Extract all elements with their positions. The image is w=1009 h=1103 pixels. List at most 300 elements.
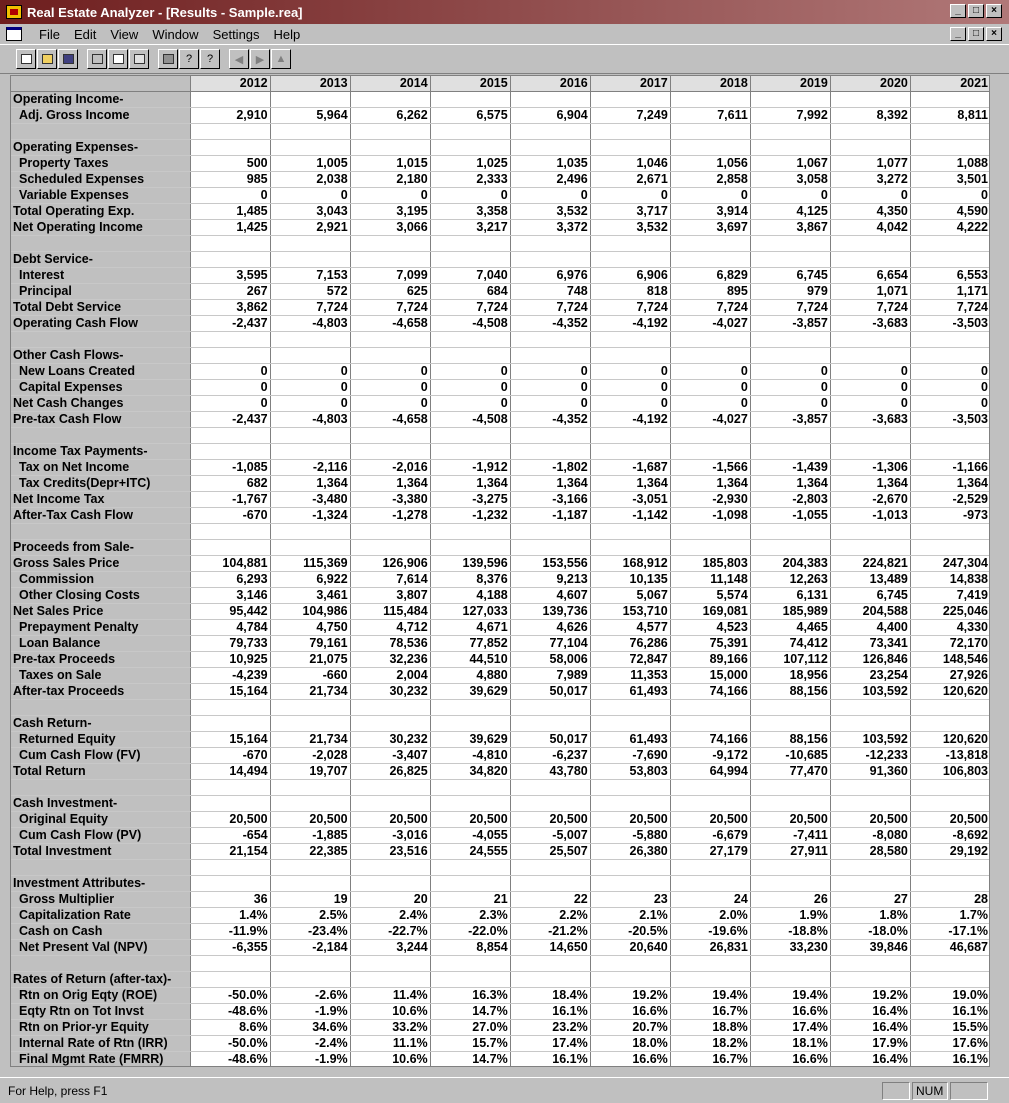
value-cell[interactable]: 8,376	[430, 572, 510, 588]
value-cell[interactable]: 1,364	[590, 476, 670, 492]
value-cell[interactable]: 16.6%	[750, 1052, 830, 1068]
value-cell[interactable]	[670, 860, 750, 876]
save-icon[interactable]	[58, 49, 78, 69]
value-cell[interactable]	[590, 700, 670, 716]
value-cell[interactable]: 13,489	[830, 572, 910, 588]
value-cell[interactable]: -1,232	[430, 508, 510, 524]
value-cell[interactable]: -1.9%	[270, 1004, 350, 1020]
value-cell[interactable]	[430, 796, 510, 812]
value-cell[interactable]: -2,116	[270, 460, 350, 476]
menu-edit[interactable]: Edit	[73, 26, 97, 42]
value-cell[interactable]	[350, 716, 430, 732]
value-cell[interactable]	[910, 796, 990, 812]
value-cell[interactable]: 14.7%	[430, 1004, 510, 1020]
value-cell[interactable]	[350, 252, 430, 268]
value-cell[interactable]: 225,046	[910, 604, 990, 620]
value-cell[interactable]: 15.7%	[430, 1036, 510, 1052]
value-cell[interactable]: 4,880	[430, 668, 510, 684]
value-cell[interactable]	[350, 972, 430, 988]
value-cell[interactable]: 1.7%	[910, 908, 990, 924]
value-cell[interactable]: 7,724	[750, 300, 830, 316]
value-cell[interactable]: 4,577	[590, 620, 670, 636]
value-cell[interactable]	[510, 92, 590, 108]
value-cell[interactable]	[910, 780, 990, 796]
value-cell[interactable]: -4,658	[350, 412, 430, 428]
value-cell[interactable]: 267	[190, 284, 270, 300]
value-cell[interactable]	[590, 796, 670, 812]
value-cell[interactable]: 0	[190, 188, 270, 204]
value-cell[interactable]: 500	[190, 156, 270, 172]
value-cell[interactable]	[190, 444, 270, 460]
value-cell[interactable]: -1,098	[670, 508, 750, 524]
value-cell[interactable]: -12,233	[830, 748, 910, 764]
value-cell[interactable]: 6,654	[830, 268, 910, 284]
value-cell[interactable]: 126,906	[350, 556, 430, 572]
value-cell[interactable]	[430, 124, 510, 140]
value-cell[interactable]: 0	[670, 380, 750, 396]
value-cell[interactable]	[270, 92, 350, 108]
value-cell[interactable]: 30,232	[350, 684, 430, 700]
value-cell[interactable]	[590, 956, 670, 972]
value-cell[interactable]	[510, 428, 590, 444]
value-cell[interactable]: -20.5%	[590, 924, 670, 940]
value-cell[interactable]: 0	[430, 364, 510, 380]
value-cell[interactable]	[430, 332, 510, 348]
value-cell[interactable]: 10.6%	[350, 1052, 430, 1068]
value-cell[interactable]: -4,055	[430, 828, 510, 844]
value-cell[interactable]: 6,553	[910, 268, 990, 284]
value-cell[interactable]: 25,507	[510, 844, 590, 860]
value-cell[interactable]: 20,500	[590, 812, 670, 828]
value-cell[interactable]: 21,075	[270, 652, 350, 668]
value-cell[interactable]	[430, 252, 510, 268]
value-cell[interactable]: 3,532	[590, 220, 670, 236]
value-cell[interactable]	[510, 124, 590, 140]
value-cell[interactable]	[190, 252, 270, 268]
value-cell[interactable]: 3,595	[190, 268, 270, 284]
value-cell[interactable]: 2.4%	[350, 908, 430, 924]
value-cell[interactable]: 0	[910, 396, 990, 412]
value-cell[interactable]	[750, 524, 830, 540]
value-cell[interactable]: 64,994	[670, 764, 750, 780]
value-cell[interactable]	[910, 252, 990, 268]
value-cell[interactable]	[270, 444, 350, 460]
value-cell[interactable]: 74,166	[670, 684, 750, 700]
value-cell[interactable]: 6,904	[510, 108, 590, 124]
value-cell[interactable]	[270, 540, 350, 556]
open-icon[interactable]	[37, 49, 57, 69]
value-cell[interactable]	[510, 700, 590, 716]
value-cell[interactable]: 204,383	[750, 556, 830, 572]
value-cell[interactable]: 0	[190, 364, 270, 380]
value-cell[interactable]	[190, 716, 270, 732]
value-cell[interactable]: 0	[830, 396, 910, 412]
value-cell[interactable]: 27,179	[670, 844, 750, 860]
value-cell[interactable]: 3,358	[430, 204, 510, 220]
value-cell[interactable]: 74,412	[750, 636, 830, 652]
value-cell[interactable]: 11.4%	[350, 988, 430, 1004]
value-cell[interactable]: 3,066	[350, 220, 430, 236]
value-cell[interactable]: 4,042	[830, 220, 910, 236]
value-cell[interactable]: 10.6%	[350, 1004, 430, 1020]
value-cell[interactable]	[350, 780, 430, 796]
value-cell[interactable]	[830, 348, 910, 364]
value-cell[interactable]: 43,780	[510, 764, 590, 780]
value-cell[interactable]: 2.5%	[270, 908, 350, 924]
value-cell[interactable]: 24	[670, 892, 750, 908]
value-cell[interactable]: 2,671	[590, 172, 670, 188]
value-cell[interactable]: 103,592	[830, 732, 910, 748]
value-cell[interactable]: 4,784	[190, 620, 270, 636]
value-cell[interactable]	[190, 780, 270, 796]
value-cell[interactable]	[430, 444, 510, 460]
value-cell[interactable]	[590, 348, 670, 364]
doc-close-button[interactable]: ×	[986, 27, 1002, 41]
value-cell[interactable]: 4,222	[910, 220, 990, 236]
value-cell[interactable]: 1.9%	[750, 908, 830, 924]
value-cell[interactable]	[670, 700, 750, 716]
value-cell[interactable]: 50,017	[510, 684, 590, 700]
value-cell[interactable]	[510, 716, 590, 732]
value-cell[interactable]: -670	[190, 508, 270, 524]
value-cell[interactable]: 748	[510, 284, 590, 300]
value-cell[interactable]	[590, 876, 670, 892]
value-cell[interactable]: -7,411	[750, 828, 830, 844]
cut-icon[interactable]	[87, 49, 107, 69]
value-cell[interactable]: 50,017	[510, 732, 590, 748]
value-cell[interactable]: 1,077	[830, 156, 910, 172]
value-cell[interactable]: 27	[830, 892, 910, 908]
value-cell[interactable]: 18.2%	[670, 1036, 750, 1052]
value-cell[interactable]	[590, 524, 670, 540]
value-cell[interactable]	[430, 92, 510, 108]
value-cell[interactable]	[590, 860, 670, 876]
value-cell[interactable]	[750, 236, 830, 252]
value-cell[interactable]: 3,461	[270, 588, 350, 604]
menu-help[interactable]: Help	[273, 26, 301, 42]
value-cell[interactable]: 88,156	[750, 732, 830, 748]
value-cell[interactable]	[350, 444, 430, 460]
value-cell[interactable]: -4,192	[590, 316, 670, 332]
value-cell[interactable]: 1.8%	[830, 908, 910, 924]
value-cell[interactable]: 16.1%	[910, 1004, 990, 1020]
value-cell[interactable]: 4,523	[670, 620, 750, 636]
value-cell[interactable]: 0	[750, 380, 830, 396]
value-cell[interactable]	[430, 860, 510, 876]
value-cell[interactable]: -1,767	[190, 492, 270, 508]
value-cell[interactable]: 7,099	[350, 268, 430, 284]
value-cell[interactable]	[830, 444, 910, 460]
value-cell[interactable]	[830, 428, 910, 444]
value-cell[interactable]: 5,574	[670, 588, 750, 604]
value-cell[interactable]	[270, 428, 350, 444]
print-icon[interactable]	[158, 49, 178, 69]
doc-minimize-button[interactable]: _	[950, 27, 966, 41]
value-cell[interactable]: 15,164	[190, 732, 270, 748]
value-cell[interactable]: 0	[270, 364, 350, 380]
value-cell[interactable]: 6,906	[590, 268, 670, 284]
value-cell[interactable]	[590, 540, 670, 556]
value-cell[interactable]: -1,885	[270, 828, 350, 844]
value-cell[interactable]	[830, 972, 910, 988]
value-cell[interactable]: 19.0%	[910, 988, 990, 1004]
value-cell[interactable]: 6,131	[750, 588, 830, 604]
value-cell[interactable]	[350, 428, 430, 444]
value-cell[interactable]	[910, 540, 990, 556]
value-cell[interactable]: -50.0%	[190, 1036, 270, 1052]
value-cell[interactable]: -6,355	[190, 940, 270, 956]
results-grid[interactable]	[10, 75, 990, 1067]
value-cell[interactable]: 0	[350, 188, 430, 204]
value-cell[interactable]	[830, 524, 910, 540]
value-cell[interactable]: -3,503	[910, 412, 990, 428]
value-cell[interactable]	[670, 876, 750, 892]
value-cell[interactable]	[270, 876, 350, 892]
up-arrow-icon[interactable]: ▲	[271, 49, 291, 69]
value-cell[interactable]	[750, 972, 830, 988]
value-cell[interactable]: 0	[350, 364, 430, 380]
value-cell[interactable]	[750, 92, 830, 108]
value-cell[interactable]: -2,437	[190, 316, 270, 332]
value-cell[interactable]: 4,125	[750, 204, 830, 220]
value-cell[interactable]	[510, 972, 590, 988]
value-cell[interactable]	[190, 972, 270, 988]
value-cell[interactable]	[190, 876, 270, 892]
value-cell[interactable]	[910, 348, 990, 364]
value-cell[interactable]: 0	[670, 364, 750, 380]
value-cell[interactable]: 20,500	[350, 812, 430, 828]
value-cell[interactable]: -2,930	[670, 492, 750, 508]
value-cell[interactable]	[190, 332, 270, 348]
value-cell[interactable]	[590, 716, 670, 732]
value-cell[interactable]: 78,536	[350, 636, 430, 652]
value-cell[interactable]	[910, 876, 990, 892]
value-cell[interactable]: 106,803	[910, 764, 990, 780]
value-cell[interactable]: 104,881	[190, 556, 270, 572]
document-icon[interactable]	[6, 27, 22, 41]
prev-arrow-icon[interactable]: ◀	[229, 49, 249, 69]
value-cell[interactable]: 17.4%	[750, 1020, 830, 1036]
value-cell[interactable]	[430, 972, 510, 988]
value-cell[interactable]: 6,745	[830, 588, 910, 604]
value-cell[interactable]: -19.6%	[670, 924, 750, 940]
value-cell[interactable]: 7,724	[270, 300, 350, 316]
value-cell[interactable]: 0	[270, 396, 350, 412]
value-cell[interactable]	[670, 716, 750, 732]
value-cell[interactable]: 2.1%	[590, 908, 670, 924]
close-button[interactable]: ×	[986, 4, 1002, 18]
menu-settings[interactable]: Settings	[212, 26, 260, 42]
value-cell[interactable]: 0	[830, 188, 910, 204]
value-cell[interactable]: 8,854	[430, 940, 510, 956]
value-cell[interactable]	[830, 956, 910, 972]
value-cell[interactable]: -11.9%	[190, 924, 270, 940]
value-cell[interactable]: 1,035	[510, 156, 590, 172]
value-cell[interactable]	[910, 124, 990, 140]
value-cell[interactable]: 120,620	[910, 732, 990, 748]
value-cell[interactable]	[510, 332, 590, 348]
value-cell[interactable]: 153,710	[590, 604, 670, 620]
value-cell[interactable]: -4,508	[430, 316, 510, 332]
value-cell[interactable]: 6,976	[510, 268, 590, 284]
value-cell[interactable]: 4,671	[430, 620, 510, 636]
value-cell[interactable]	[910, 332, 990, 348]
value-cell[interactable]: 20,500	[270, 812, 350, 828]
value-cell[interactable]: 3,501	[910, 172, 990, 188]
value-cell[interactable]: 33,230	[750, 940, 830, 956]
paste-icon[interactable]	[129, 49, 149, 69]
value-cell[interactable]: 16.4%	[830, 1020, 910, 1036]
value-cell[interactable]: 1,088	[910, 156, 990, 172]
value-cell[interactable]: 7,249	[590, 108, 670, 124]
value-cell[interactable]: 1,056	[670, 156, 750, 172]
value-cell[interactable]: -4,803	[270, 412, 350, 428]
value-cell[interactable]: 1,364	[270, 476, 350, 492]
value-cell[interactable]: -3,857	[750, 412, 830, 428]
value-cell[interactable]	[750, 332, 830, 348]
value-cell[interactable]: 36	[190, 892, 270, 908]
value-cell[interactable]	[910, 700, 990, 716]
value-cell[interactable]: 79,733	[190, 636, 270, 652]
value-cell[interactable]: 185,989	[750, 604, 830, 620]
value-cell[interactable]: 23	[590, 892, 670, 908]
value-cell[interactable]	[510, 956, 590, 972]
value-cell[interactable]: 91,360	[830, 764, 910, 780]
value-cell[interactable]: -7,690	[590, 748, 670, 764]
year-header[interactable]: 2017	[590, 76, 670, 92]
value-cell[interactable]	[830, 860, 910, 876]
value-cell[interactable]: -2.4%	[270, 1036, 350, 1052]
value-cell[interactable]: 1,171	[910, 284, 990, 300]
value-cell[interactable]: 0	[590, 364, 670, 380]
value-cell[interactable]: 17.6%	[910, 1036, 990, 1052]
value-cell[interactable]: 20,500	[430, 812, 510, 828]
value-cell[interactable]: -9,172	[670, 748, 750, 764]
value-cell[interactable]: 126,846	[830, 652, 910, 668]
value-cell[interactable]: 26,831	[670, 940, 750, 956]
value-cell[interactable]: 10,135	[590, 572, 670, 588]
value-cell[interactable]: 10,925	[190, 652, 270, 668]
value-cell[interactable]: -2,016	[350, 460, 430, 476]
value-cell[interactable]	[270, 716, 350, 732]
value-cell[interactable]: 16.1%	[510, 1052, 590, 1068]
value-cell[interactable]	[270, 860, 350, 876]
value-cell[interactable]: 247,304	[910, 556, 990, 572]
value-cell[interactable]: -22.0%	[430, 924, 510, 940]
value-cell[interactable]: 4,712	[350, 620, 430, 636]
value-cell[interactable]: 20,500	[830, 812, 910, 828]
value-cell[interactable]	[430, 876, 510, 892]
value-cell[interactable]: -21.2%	[510, 924, 590, 940]
value-cell[interactable]	[270, 956, 350, 972]
value-cell[interactable]	[510, 780, 590, 796]
value-cell[interactable]: -5,007	[510, 828, 590, 844]
value-cell[interactable]: 46,687	[910, 940, 990, 956]
value-cell[interactable]: 16.4%	[830, 1052, 910, 1068]
value-cell[interactable]	[350, 332, 430, 348]
value-cell[interactable]: 77,104	[510, 636, 590, 652]
value-cell[interactable]	[510, 252, 590, 268]
value-cell[interactable]: 20,500	[670, 812, 750, 828]
value-cell[interactable]	[510, 876, 590, 892]
value-cell[interactable]	[510, 540, 590, 556]
value-cell[interactable]: -1,439	[750, 460, 830, 476]
value-cell[interactable]	[590, 332, 670, 348]
value-cell[interactable]: -5,880	[590, 828, 670, 844]
value-cell[interactable]: 7,040	[430, 268, 510, 284]
value-cell[interactable]: 0	[270, 188, 350, 204]
value-cell[interactable]	[350, 876, 430, 892]
value-cell[interactable]: -1,306	[830, 460, 910, 476]
value-cell[interactable]	[350, 92, 430, 108]
value-cell[interactable]: 20,500	[750, 812, 830, 828]
value-cell[interactable]: 0	[750, 364, 830, 380]
value-cell[interactable]: 39,629	[430, 732, 510, 748]
value-cell[interactable]: -1,566	[670, 460, 750, 476]
value-cell[interactable]	[830, 796, 910, 812]
value-cell[interactable]: 20,640	[590, 940, 670, 956]
value-cell[interactable]: 7,724	[670, 300, 750, 316]
value-cell[interactable]: 88,156	[750, 684, 830, 700]
value-cell[interactable]: -3,166	[510, 492, 590, 508]
value-cell[interactable]	[590, 236, 670, 252]
value-cell[interactable]: 185,803	[670, 556, 750, 572]
value-cell[interactable]: 76,286	[590, 636, 670, 652]
value-cell[interactable]: -1,166	[910, 460, 990, 476]
value-cell[interactable]: 153,556	[510, 556, 590, 572]
value-cell[interactable]	[430, 700, 510, 716]
year-header[interactable]: 2015	[430, 76, 510, 92]
value-cell[interactable]	[830, 716, 910, 732]
value-cell[interactable]: 11.1%	[350, 1036, 430, 1052]
value-cell[interactable]: 572	[270, 284, 350, 300]
value-cell[interactable]: 95,442	[190, 604, 270, 620]
year-header[interactable]: 2016	[510, 76, 590, 92]
value-cell[interactable]: 1,025	[430, 156, 510, 172]
value-cell[interactable]: 6,829	[670, 268, 750, 284]
value-cell[interactable]: 1,364	[510, 476, 590, 492]
value-cell[interactable]	[430, 348, 510, 364]
value-cell[interactable]: 20	[350, 892, 430, 908]
value-cell[interactable]: 21,154	[190, 844, 270, 860]
value-cell[interactable]	[270, 332, 350, 348]
value-cell[interactable]	[350, 860, 430, 876]
value-cell[interactable]: 33.2%	[350, 1020, 430, 1036]
value-cell[interactable]	[910, 236, 990, 252]
value-cell[interactable]	[190, 956, 270, 972]
value-cell[interactable]: -6,679	[670, 828, 750, 844]
value-cell[interactable]: 17.9%	[830, 1036, 910, 1052]
value-cell[interactable]: 1,015	[350, 156, 430, 172]
value-cell[interactable]: 2,038	[270, 172, 350, 188]
value-cell[interactable]: 3,717	[590, 204, 670, 220]
value-cell[interactable]: 107,112	[750, 652, 830, 668]
value-cell[interactable]	[750, 140, 830, 156]
value-cell[interactable]: -4,803	[270, 316, 350, 332]
value-cell[interactable]: -8,080	[830, 828, 910, 844]
value-cell[interactable]	[830, 700, 910, 716]
value-cell[interactable]: 7,724	[910, 300, 990, 316]
value-cell[interactable]: 23,254	[830, 668, 910, 684]
value-cell[interactable]: 16.6%	[750, 1004, 830, 1020]
value-cell[interactable]: 1,005	[270, 156, 350, 172]
value-cell[interactable]: 115,484	[350, 604, 430, 620]
value-cell[interactable]: 16.7%	[670, 1004, 750, 1020]
value-cell[interactable]	[670, 348, 750, 364]
value-cell[interactable]	[590, 972, 670, 988]
value-cell[interactable]: -2,803	[750, 492, 830, 508]
value-cell[interactable]: -2,028	[270, 748, 350, 764]
